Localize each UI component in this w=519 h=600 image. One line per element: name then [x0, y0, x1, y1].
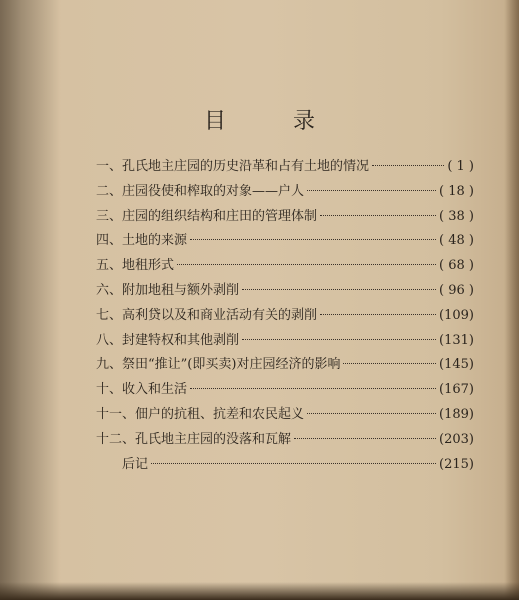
page-edge-shadow — [505, 0, 519, 600]
chapter-number: 三、 — [96, 208, 123, 224]
dot-leader — [343, 363, 436, 364]
chapter-title: 庄园役使和榨取的对象——户人 — [122, 183, 305, 199]
page-number: ( 38 ) — [439, 208, 474, 224]
dot-leader — [190, 388, 436, 389]
dot-leader — [307, 413, 436, 414]
chapter-number: 六、 — [96, 282, 123, 298]
chapter-number: 九、 — [96, 357, 123, 373]
page-number: (215) — [439, 456, 474, 472]
dot-leader — [320, 314, 436, 315]
dot-leader — [372, 165, 444, 166]
dot-leader — [307, 190, 436, 191]
chapter-title: 孔氏地主庄园的没落和瓦解 — [135, 431, 292, 447]
page-number: ( 18 ) — [439, 183, 474, 199]
chapter-number: 二、 — [96, 183, 123, 199]
page-number: (167) — [439, 382, 474, 398]
chapter-title: 后记 — [122, 456, 149, 472]
chapter-title: 附加地租与额外剥削 — [122, 282, 240, 298]
page-number: ( 68 ) — [439, 258, 474, 274]
page-number: (109) — [439, 307, 474, 323]
toc-entry — [96, 428, 474, 453]
chapter-title: 收入和生活 — [122, 382, 188, 398]
dot-leader — [177, 264, 436, 265]
dot-leader — [320, 215, 436, 216]
chapter-title: 高利贷以及和商业活动有关的剥削 — [122, 307, 318, 323]
chapter-title: 封建特权和其他剥削 — [122, 332, 240, 348]
chapter-number: 四、 — [96, 233, 123, 249]
chapter-number: 七、 — [96, 307, 123, 323]
chapter-number: 五、 — [96, 258, 123, 274]
chapter-number: 十、 — [96, 382, 123, 398]
page-number: (131) — [439, 332, 474, 348]
toc-entry — [96, 205, 474, 230]
chapter-number: 十二、 — [96, 431, 136, 447]
toc-entry — [96, 254, 474, 279]
chapter-number: 十一、 — [96, 406, 136, 422]
toc-entry — [96, 378, 474, 403]
toc-entry — [96, 229, 474, 254]
dot-leader — [151, 463, 436, 464]
toc-entry-afterword — [96, 453, 474, 478]
toc-entry — [96, 353, 474, 378]
page-number: ( 96 ) — [439, 282, 474, 298]
page-number: (189) — [439, 406, 474, 422]
bottom-page-edge — [0, 582, 519, 600]
toc-entry — [96, 180, 474, 205]
chapter-title: 土地的来源 — [122, 233, 188, 249]
chapter-title: 地租形式 — [122, 258, 175, 274]
dot-leader — [190, 239, 436, 240]
dot-leader — [242, 339, 436, 340]
dot-leader — [242, 289, 436, 290]
chapter-title: 孔氏地主庄园的历史沿革和占有土地的情况 — [122, 159, 370, 174]
page-number: ( 48 ) — [439, 233, 474, 249]
toc-entry — [96, 279, 474, 304]
toc-entry — [96, 304, 474, 329]
page-number: (203) — [439, 431, 474, 447]
chapter-title: 庄园的组织结构和庄田的管理体制 — [122, 208, 318, 224]
page-title: 目 录 — [204, 109, 345, 134]
chapter-title: 祭田“推让”(即买卖)对庄园经济的影响 — [122, 357, 341, 373]
gutter-shadow — [0, 0, 60, 600]
chapter-title: 佃户的抗租、抗差和农民起义 — [135, 406, 305, 422]
table-of-contents — [96, 155, 474, 477]
page-number: (145) — [439, 357, 474, 373]
toc-entry — [96, 403, 474, 428]
chapter-number: 八、 — [96, 332, 123, 348]
chapter-number: 一、 — [96, 159, 123, 174]
toc-entry — [96, 329, 474, 354]
page-number: ( 1 ) — [447, 159, 474, 174]
toc-entry — [96, 155, 474, 180]
dot-leader — [294, 438, 436, 439]
